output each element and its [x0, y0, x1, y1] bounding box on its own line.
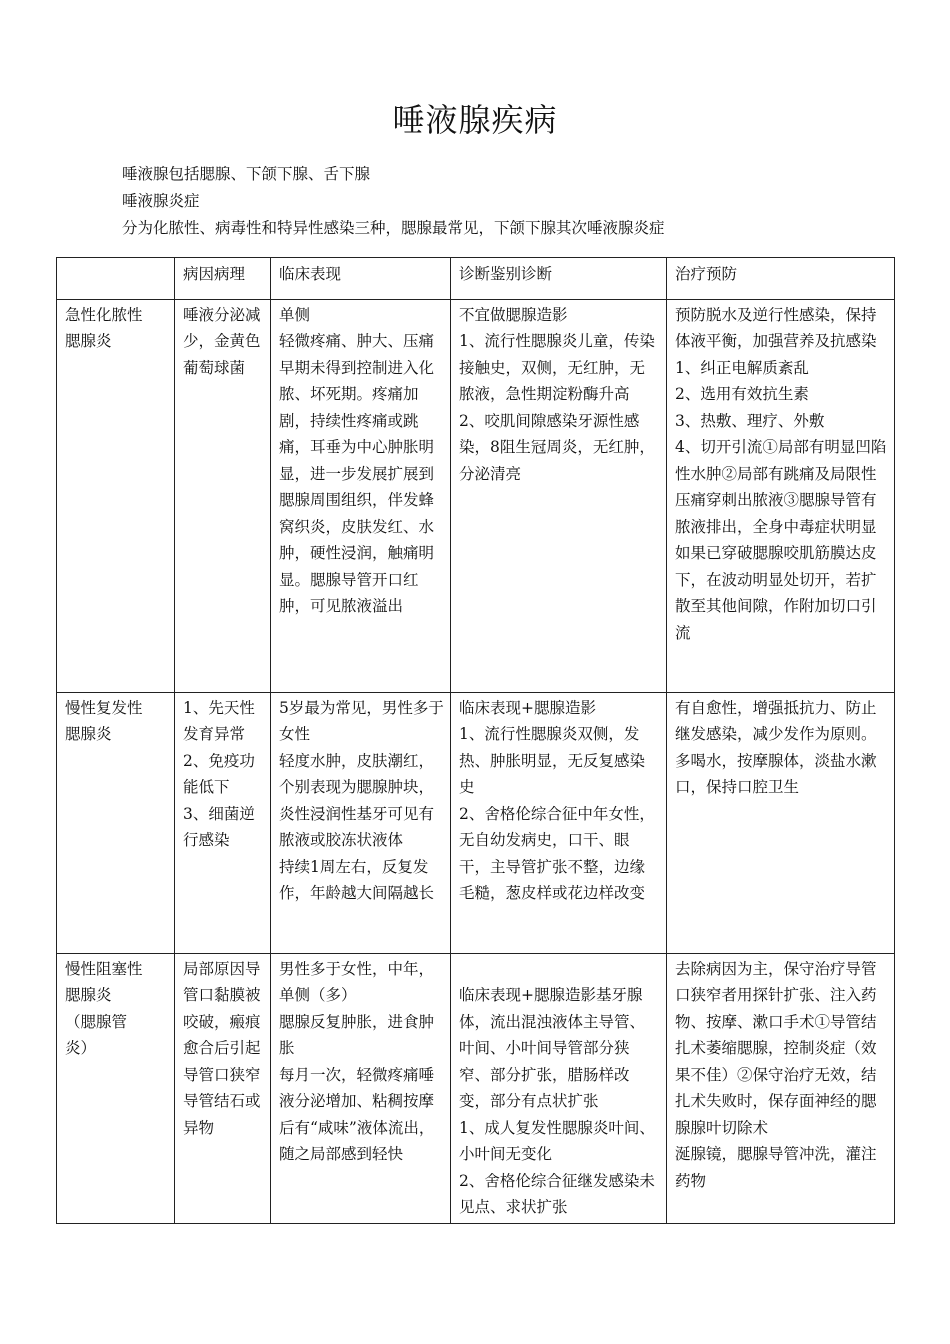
- treatment-line: 1、纠正电解质紊乱: [675, 358, 809, 377]
- clinical-line: 男性多于女性，中年，单侧（多）: [279, 959, 435, 1004]
- disease-name-cell: [57, 692, 175, 953]
- treatment-cell: [667, 299, 895, 692]
- treatment-line: 多喝水，按摩腺体，淡盐水漱口，保持口腔卫生: [675, 751, 877, 796]
- diagnosis-line: 临床表现+腮腺造影基牙腺体，流出混浊液体主导管、叶间、小叶间导管部分狭窄、部分扩张，腊肠样改变，部分有点状扩张: [459, 986, 646, 1110]
- diagnosis-line: 2、舍格伦综合征继发感染未见点、求状扩张: [459, 1171, 655, 1216]
- cause-cell: [175, 953, 271, 1223]
- treatment-line: 有自愈性，增强抵抗力、防止继发感染，减少发作为原则。: [675, 698, 877, 743]
- cause-line: 唾液分泌减少，金黄色葡萄球菌: [183, 305, 261, 377]
- disease-name-line: 炎）: [65, 1039, 97, 1057]
- treatment-line: 2、选用有效抗生素: [675, 385, 809, 403]
- clinical-line: 每月一次，轻微疼痛唾液分泌增加、粘稠按摩后有“咸味”液体流出，随之局部感到轻快: [279, 1065, 435, 1163]
- diagnosis-line: [459, 956, 660, 983]
- disease-name-line: （腮腺管: [65, 1012, 128, 1031]
- treatment-line: 如果已穿破腮腺咬肌筋膜达皮下，在波动明显处切开，若扩散至其他间隙，作附加切口引流: [675, 544, 877, 642]
- cause-line: 局部原因导管口黏膜被咬破，瘢痕愈合后引起导管口狭窄: [183, 959, 261, 1084]
- disease-name-cell: [57, 953, 175, 1223]
- header-treatment: 治疗预防: [667, 258, 895, 300]
- disease-table: [56, 257, 895, 1224]
- diagnosis-line: 不宜做腮腺造影: [459, 305, 568, 324]
- treatment-line: 4、切开引流①局部有明显凹陷性水肿②局部有跳痛及局限性压痛穿刺出脓液③腮腺导管有脓液排出，全身中毒症状明显: [675, 438, 887, 536]
- clinical-cell: [271, 299, 451, 692]
- header-diagnosis: 诊断鉴别诊断: [451, 258, 667, 300]
- cause-cell: [175, 692, 271, 953]
- table-header-row: [57, 258, 895, 300]
- clinical-line: 轻微疼痛、肿大、压痛: [279, 332, 435, 350]
- treatment-line: 涎腺镜，腮腺导管冲洗，灌注药物: [675, 1145, 877, 1190]
- cause-line: 3、细菌逆行感染: [183, 804, 255, 849]
- disease-name-line: 腮腺炎: [65, 725, 112, 743]
- disease-name-line: 腮腺炎: [65, 332, 112, 350]
- treatment-cell: [667, 953, 895, 1223]
- diagnosis-cell: [451, 953, 667, 1223]
- diagnosis-line: 2、咬肌间隙感染牙源性感染，8阻生冠周炎，无红肿，分泌清亮: [459, 411, 655, 483]
- header-cause: 病因病理: [175, 258, 271, 300]
- cause-cell: [175, 299, 271, 692]
- clinical-cell: [271, 953, 451, 1223]
- diagnosis-line: 1、流行性腮腺炎儿童，传染接触史，双侧，无红肿，无脓液，急性期淀粉酶升高: [459, 332, 655, 403]
- disease-name-line: 腮腺炎: [65, 986, 112, 1004]
- header-clinical: 临床表现: [271, 258, 451, 300]
- diagnosis-line: 1、成人复发性腮腺炎叶间、小叶间无变化: [459, 1118, 655, 1163]
- disease-name-line: 慢性阻塞性: [65, 959, 143, 978]
- table-row: [57, 953, 895, 1223]
- clinical-line: 单侧: [279, 305, 311, 324]
- treatment-line: 3、热敷、理疗、外敷: [675, 411, 825, 430]
- header-empty: [57, 258, 175, 300]
- treatment-cell: [667, 692, 895, 953]
- cause-line: 1、先天性发育异常: [183, 698, 255, 743]
- diagnosis-line: 1、流行性腮腺炎双侧，发热、肿胀明显，无反复感染史: [459, 725, 646, 796]
- table-row: [57, 299, 895, 692]
- clinical-line: 5岁最为常见，男性多于女性: [279, 698, 444, 743]
- diagnosis-line: 临床表现+腮腺造影: [459, 698, 596, 717]
- disease-name-line: 急性化脓性: [65, 305, 143, 324]
- disease-name-line: 慢性复发性: [65, 698, 143, 717]
- table-row: [57, 692, 895, 953]
- page-title: 唾液腺疾病: [392, 101, 558, 139]
- diagnosis-cell: [451, 692, 667, 953]
- diagnosis-cell: [451, 299, 667, 692]
- intro-line-2: 唾液腺炎症: [122, 192, 200, 210]
- clinical-cell: [271, 692, 451, 953]
- disease-name-cell: [57, 299, 175, 692]
- clinical-line: 腮腺反复肿胀，进食肿胀: [279, 1012, 435, 1057]
- intro-line-3: 分为化脓性、病毒性和特异性感染三种，腮腺最常见，下颌下腺其次唾液腺炎症: [122, 219, 665, 237]
- clinical-line: 持续1周左右，反复发作，年龄越大间隔越长: [279, 857, 435, 902]
- cause-line: 2、免疫功能低下: [183, 751, 255, 796]
- treatment-line: 预防脱水及逆行性感染，保持体液平衡，加强营养及抗感染: [675, 305, 877, 350]
- clinical-line: 早期未得到控制进入化脓、坏死期。疼痛加剧，持续性疼痛或跳痛，耳垂为中心肿胀明显，进一步发展扩展到腮腺周围组织，伴发蜂窝织炎，皮肤发红、水肿，硬性浸润，触痛明显。腮腺导管开口红肿，可见脓液溢出: [279, 358, 435, 615]
- clinical-line: 轻度水肿，皮肤潮红，个别表现为腮腺肿块，炎性浸润性基牙可见有脓液或胶冻状液体: [279, 751, 435, 849]
- diagnosis-line: 2、舍格伦综合征中年女性，无自幼发病史，口干、眼干，主导管扩张不整，边缘毛糙，葱皮样或花边样改变: [459, 804, 655, 902]
- intro-line-1: 唾液腺包括腮腺、下颌下腺、舌下腺: [122, 165, 371, 183]
- cause-line: 导管结石或异物: [183, 1092, 261, 1137]
- treatment-line: 去除病因为主，保守治疗导管口狭窄者用探针扩张、注入药物、按摩、漱口手术①导管结扎术萎缩腮腺，控制炎症（效果不佳）②保守治疗无效，结扎术失败时，保存面神经的腮腺腺叶切除术: [675, 959, 877, 1137]
